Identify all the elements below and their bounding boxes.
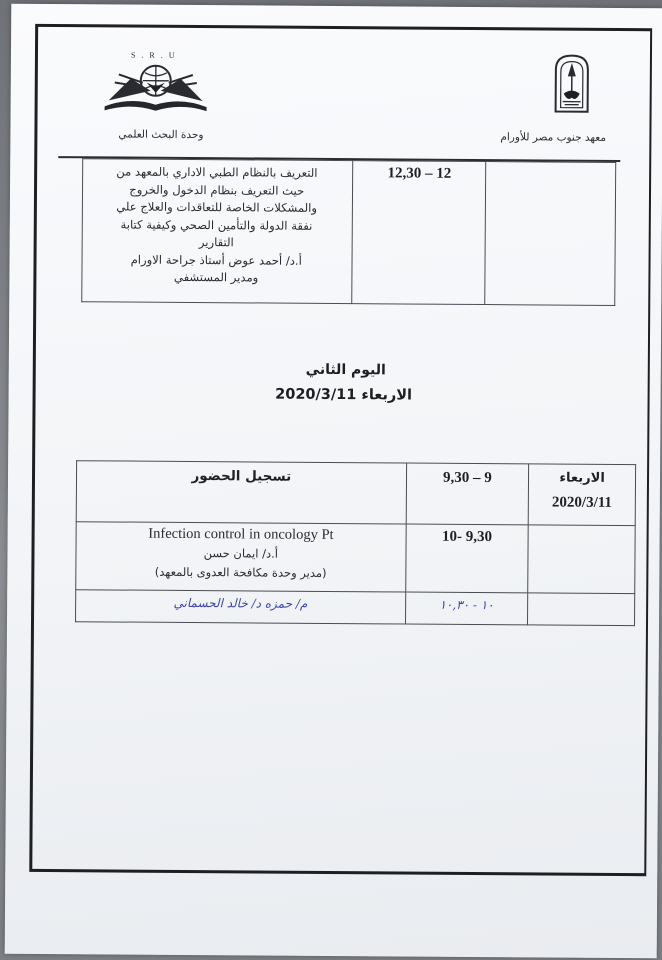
research-unit-caption: وحدة البحث العلمي <box>118 128 204 142</box>
table-row <box>76 461 635 526</box>
description-line: والمشكلات الخاصة للتعاقدات والعلاج علي <box>116 199 318 215</box>
lecture-topic: Infection control in oncology Pt <box>148 525 334 543</box>
day-date-heading: الاربعاء 2020/3/11 <box>275 386 413 404</box>
time-cell: 10- 9,30 <box>405 524 528 593</box>
table-row <box>76 590 635 626</box>
session-time: 12,30 – 12 <box>352 161 486 305</box>
speaker-role: (مدير وحدة مكافحة العدوى بالمعهد) <box>154 564 327 580</box>
institute-caption: معهد جنوب مصر للأورام <box>500 131 607 144</box>
sru-logo-icon <box>101 52 211 117</box>
session-description <box>82 159 353 304</box>
day-cell <box>528 464 635 526</box>
page-border <box>29 24 652 876</box>
schedule-table <box>75 460 636 626</box>
table-row <box>76 522 635 594</box>
description-line: ومدير المستشفي <box>173 269 259 285</box>
handwritten-time: ١٠ - ١٠,٣٠ <box>405 592 528 625</box>
description-line: نفقة الدولة والتأمين الصحي وكيفية كتابة <box>120 217 313 233</box>
institute-emblem-icon <box>553 54 591 114</box>
description-line: التقارير <box>198 235 234 250</box>
document-page <box>5 4 662 959</box>
description-line: التعريف بالنظام الطبي الاداري بالمعهد من <box>116 164 318 180</box>
logo-lettering: S.R.U <box>130 50 181 60</box>
empty-cell <box>485 162 616 306</box>
registration-cell: تسجيل الحضور <box>76 461 406 524</box>
handwritten-entry: م/ حمزه د/ خالد الحسماني <box>76 590 406 624</box>
description-line: أ.د/ أحمد عوض أستاذ جراحة الاورام <box>130 252 302 268</box>
session-table <box>81 158 616 306</box>
day-name: الاربعاء <box>559 470 605 486</box>
empty-cell <box>528 525 635 594</box>
lecture-cell <box>76 522 406 592</box>
time-cell: 9,30 – 9 <box>406 463 529 525</box>
description-line: حيث التعريف بنظام الدخول والخروج <box>129 182 305 198</box>
lecture-speaker: أ.د/ ايمان حسن <box>203 546 279 561</box>
day-date: 2020/3/11 <box>551 494 613 511</box>
day-heading: اليوم الثاني <box>305 361 386 379</box>
empty-cell <box>528 593 635 626</box>
